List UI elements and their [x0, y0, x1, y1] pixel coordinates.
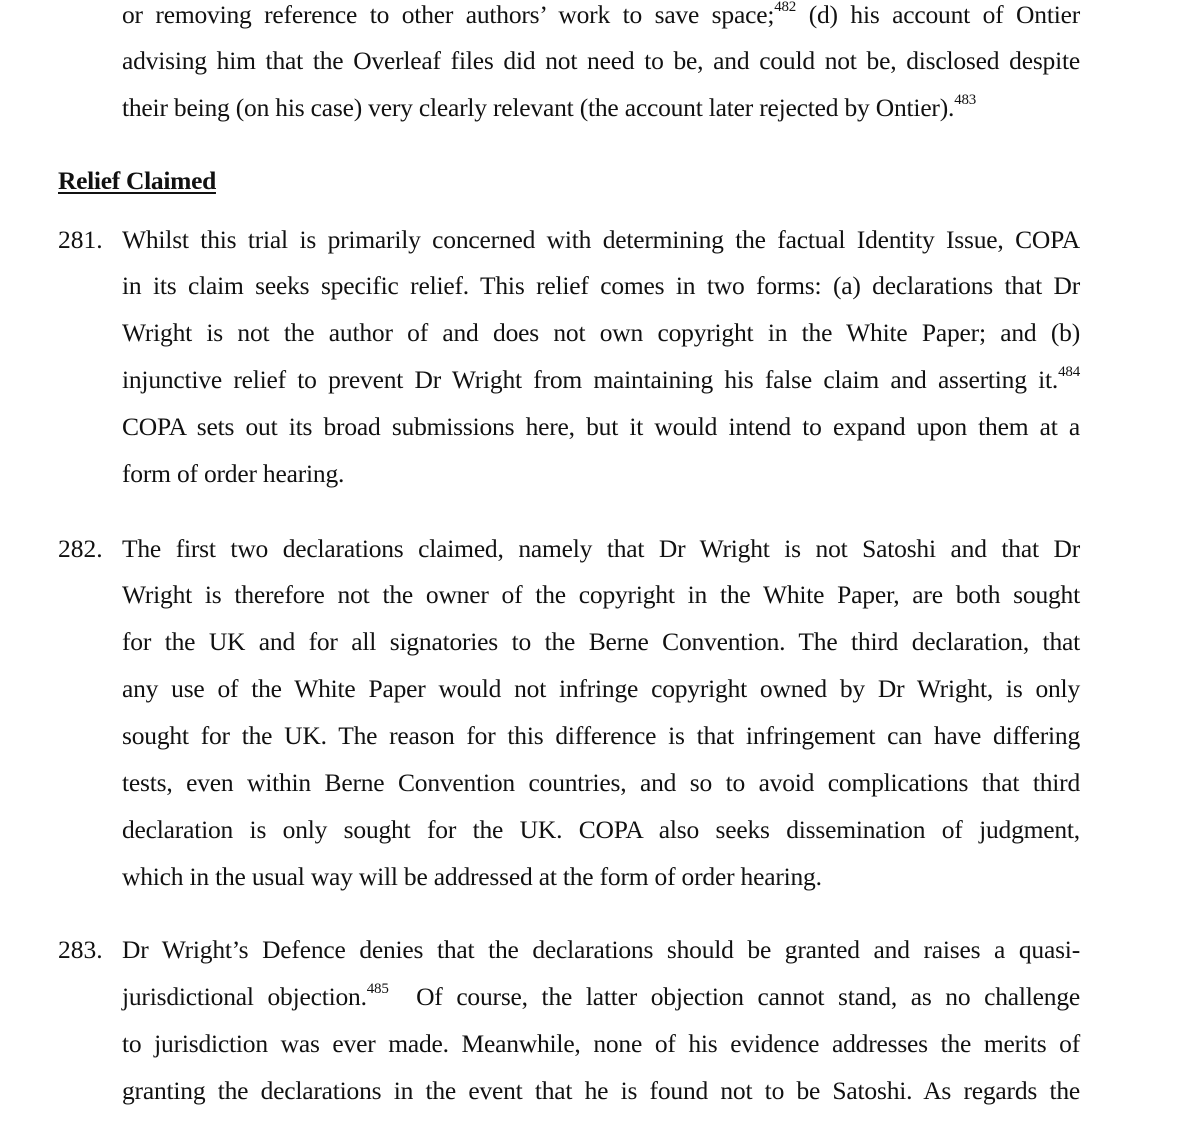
paragraph-number: 282. [58, 534, 103, 563]
text-line [122, 93, 1080, 123]
text-span: (d) his account of Ontier [796, 0, 1080, 29]
text-line: tests, even within Berne Convention countries, and so to avoid complications that third [122, 768, 1080, 797]
paragraph-number: 281. [58, 225, 103, 254]
text-line [122, 365, 1080, 395]
text-line: Wright is not the author of and does not own copyright in the White Paper; and (b) [122, 318, 1080, 347]
text-line: in its claim seeks specific relief. This relief comes in two forms: (a) declarations that Dr [122, 271, 1080, 300]
footnote-ref[interactable]: 483 [954, 91, 977, 108]
text-span: their being (on his case) very clearly relevant (the account later rejected by Ontier). [122, 93, 955, 122]
text-line: COPA sets out its broad submissions here, but it would intend to expand upon them at a [122, 412, 1080, 441]
text-line: Dr Wright’s Defence denies that the declarations should be granted and raises a quasi- [122, 935, 1080, 964]
text-line: form of order hearing. [122, 459, 345, 488]
text-line [122, 0, 1080, 30]
footnote-ref[interactable]: 484 [1058, 363, 1080, 380]
paragraph-number: 283. [58, 935, 103, 964]
text-line: to jurisdiction was ever made. Meanwhile, none of his evidence addresses the merits of [122, 1029, 1080, 1058]
text-span: or removing reference to other authors’ work to save space; [122, 0, 775, 29]
footnote-ref[interactable]: 482 [774, 0, 797, 15]
text-line: Wright is therefore not the owner of the copyright in the White Paper, are both sought [122, 580, 1080, 609]
text-line: for the UK and for all signatories to the Berne Convention. The third declaration, that [122, 627, 1080, 656]
text-line: Whilst this trial is primarily concerned with determining the factual Identity Issue, COPA [122, 225, 1080, 254]
text-span: jurisdictional objection. [122, 982, 367, 1011]
text-span: Of course, the latter objection cannot stand, as no challenge [388, 982, 1081, 1011]
footnote-ref[interactable]: 485 [366, 980, 389, 997]
text-span: injunctive relief to prevent Dr Wright from maintaining his false claim and asserting it. [122, 365, 1059, 394]
section-heading: Relief Claimed [58, 166, 216, 195]
text-line: The first two declarations claimed, namely that Dr Wright is not Satoshi and that Dr [122, 534, 1080, 563]
text-line [122, 982, 1080, 1012]
text-line: sought for the UK. The reason for this difference is that infringement can have differing [122, 721, 1080, 750]
text-line: advising him that the Overleaf files did not need to be, and could not be, disclosed despite [122, 46, 1080, 75]
text-line: any use of the White Paper would not infringe copyright owned by Dr Wright, is only [122, 674, 1080, 703]
text-line: which in the usual way will be addressed at the form of order hearing. [122, 862, 822, 891]
text-line: declaration is only sought for the UK. COPA also seeks dissemination of judgment, [122, 815, 1080, 844]
text-line: granting the declarations in the event that he is found not to be Satoshi. As regards the [122, 1076, 1080, 1105]
